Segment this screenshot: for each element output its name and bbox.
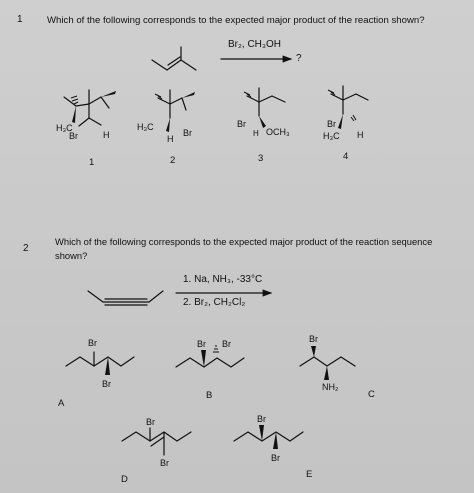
question-2-prompt-line-2: shown?	[55, 250, 88, 261]
atom-label-br: Br	[271, 453, 280, 463]
q2-choice-c-structure	[300, 346, 355, 380]
atom-label-br: Br	[69, 131, 78, 141]
choice-d-letter: D	[121, 474, 128, 485]
q1-choice-3-structure	[244, 88, 285, 128]
choice-b-letter: B	[206, 390, 213, 401]
q2-reactant-alkyne	[88, 291, 163, 305]
choice-4-number: 4	[343, 151, 349, 162]
atom-label-br: Br	[160, 458, 169, 468]
q2-choice-b-structure	[176, 346, 244, 367]
choice-a-letter: A	[58, 398, 65, 409]
q1-reactant-alkene	[152, 47, 196, 70]
atom-label-br: Br	[237, 119, 246, 129]
atom-label-h: H	[103, 130, 110, 140]
atom-label-h: H	[253, 129, 259, 138]
question-1-reagent: Br₂, CH₃OH	[228, 39, 281, 50]
atom-label-nh2: NH₂	[322, 382, 339, 392]
atom-label-och3: OCH₃	[266, 127, 290, 137]
choice-e-letter: E	[306, 469, 313, 480]
q2-choice-e-structure	[234, 425, 303, 449]
atom-label-br: Br	[146, 417, 155, 427]
atom-label-br: Br	[102, 379, 111, 389]
atom-label-br: Br	[222, 339, 231, 349]
atom-label-h: H	[357, 130, 364, 140]
choice-3-number: 3	[258, 153, 264, 164]
atom-label-br: Br	[197, 339, 206, 349]
atom-label-h3c: H₃C	[137, 122, 154, 132]
question-1-product-placeholder: ?	[296, 53, 302, 64]
atom-label-br: Br	[257, 414, 266, 424]
atom-label-h3c: H₃C	[56, 123, 73, 133]
q1-choice-2-structure	[155, 90, 195, 132]
atom-label-h3c: H₃C	[323, 131, 340, 141]
choice-2-number: 2	[170, 155, 176, 166]
atom-label-br: Br	[327, 119, 336, 129]
q1-choice-1-structure	[64, 90, 116, 126]
atom-label-br: Br	[183, 128, 192, 138]
atom-label-br: Br	[309, 334, 318, 344]
question-2-prompt-line-1: Which of the following corresponds to the expected major product of the reaction sequence	[55, 236, 433, 247]
reaction-step-1: 1. Na, NH₃, -33°C	[183, 274, 263, 285]
question-2-number: 2	[23, 243, 29, 254]
atom-label-br: Br	[88, 338, 97, 348]
choice-1-number: 1	[89, 157, 95, 168]
q2-choice-d-structure	[122, 428, 191, 455]
question-1-prompt: Which of the following corresponds to the expected major product of the reaction shown?	[47, 15, 425, 26]
reaction-step-2: 2. Br₂, CH₂Cl₂	[183, 297, 246, 308]
atom-label-h: H	[167, 134, 174, 144]
choice-c-letter: C	[368, 389, 375, 400]
question-1-number: 1	[17, 14, 23, 25]
q2-choice-a-structure	[66, 352, 134, 375]
